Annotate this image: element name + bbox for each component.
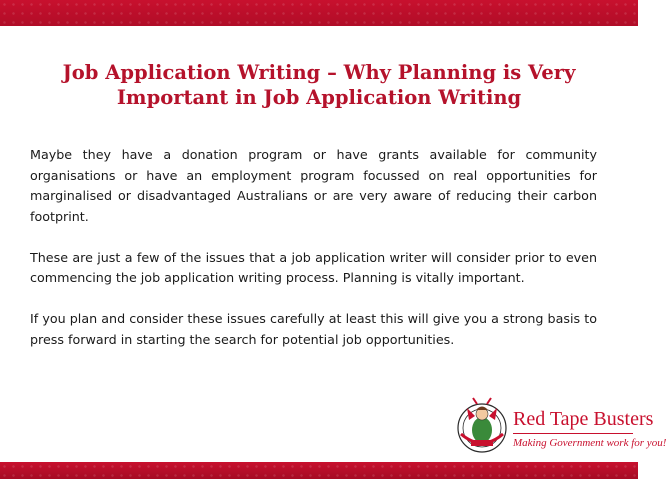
logo-tagline: Making Government work for you!	[513, 437, 666, 449]
body-paragraph-3: If you plan and consider these issues carefully at least this will give you a strong basis to press forward in starting the search for potential job opportunities.	[30, 311, 597, 347]
company-logo	[455, 390, 666, 460]
body-paragraph-2: These are just a few of the issues that a job application writer will consider prior to even commencing the job application writing process. Planning is vitally important.	[30, 249, 597, 285]
bottom-decorative-band	[0, 462, 638, 479]
top-decorative-band	[0, 0, 638, 26]
red-tape-busters-seal-icon	[455, 390, 511, 460]
body-paragraph-1: Maybe they have a donation program or have grants available for community organisations or have an employment program focussed on real opportunities for marginalised or disadvantaged Australians or are very aware of reducing their carbon footprint.	[30, 147, 597, 224]
logo-divider	[513, 433, 633, 434]
slide-body	[30, 145, 597, 371]
logo-name: Red Tape Busters	[513, 408, 654, 430]
slide-title: Job Application Writing – Why Planning is Very Important in Job Application Writing	[62, 61, 576, 109]
